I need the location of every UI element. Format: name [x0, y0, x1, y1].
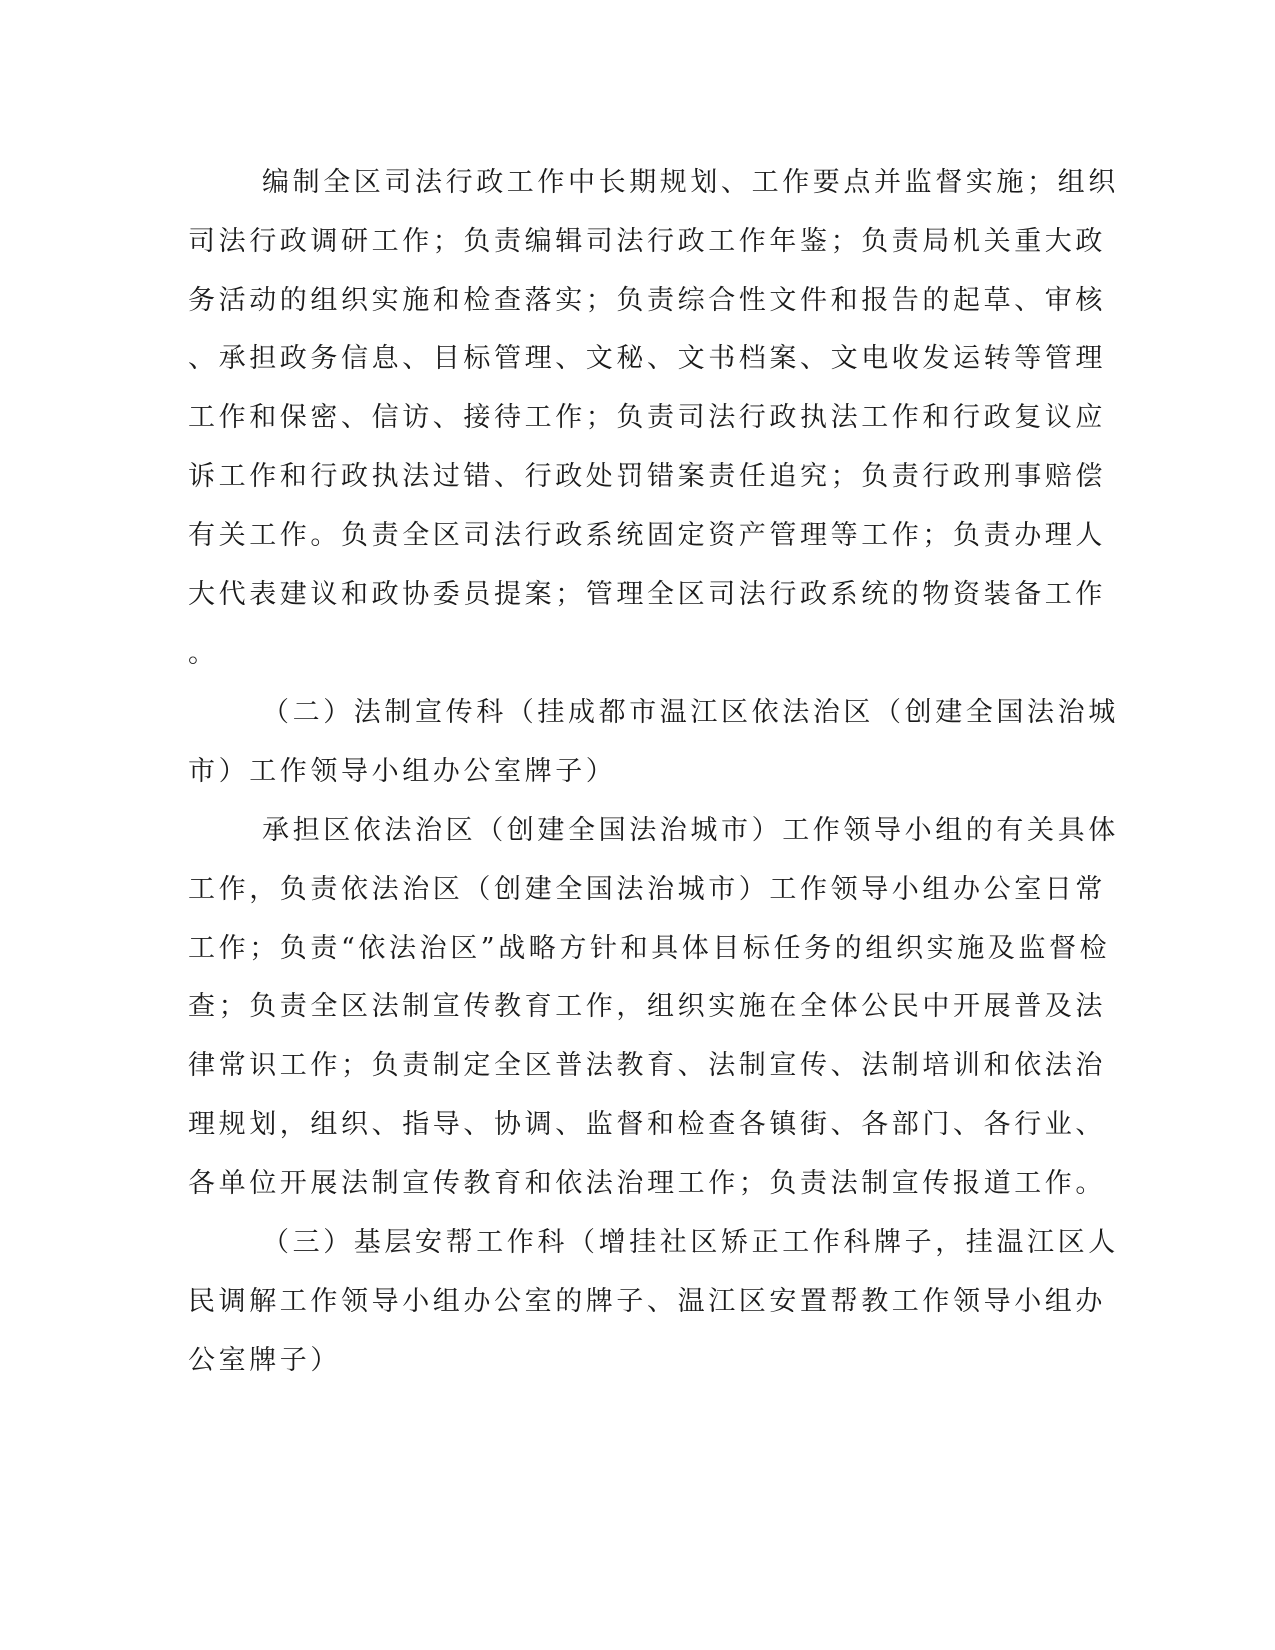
section-heading-3-line-3: 公室牌子） [188, 1345, 341, 1376]
paragraph-1-line-8: 大代表建议和政协委员提案；管理全区司法行政系统的物资装备工作 [188, 579, 1106, 610]
paragraph-3-line-5: 律常识工作；负责制定全区普法教育、法制宣传、法制培训和依法治 [188, 1050, 1106, 1081]
section-heading-2-line-1: （二）法制宣传科（挂成都市温江区依法治区（创建全国法治城 [262, 697, 1119, 728]
paragraph-1-line-4: 、承担政务信息、目标管理、文秘、文书档案、文电收发运转等管理 [188, 343, 1106, 374]
section-heading-3-line-1: （三）基层安帮工作科（增挂社区矫正工作科牌子，挂温江区人 [262, 1227, 1119, 1258]
paragraph-1-line-1: 编制全区司法行政工作中长期规划、工作要点并监督实施；组织 [262, 167, 1119, 198]
section-heading-3-line-2: 民调解工作领导小组办公室的牌子、温江区安置帮教工作领导小组办 [188, 1286, 1106, 1317]
paragraph-3-line-6: 理规划，组织、指导、协调、监督和检查各镇街、各部门、各行业、 [188, 1109, 1106, 1140]
paragraph-1-line-6: 诉工作和行政执法过错、行政处罚错案责任追究；负责行政刑事赔偿 [188, 461, 1106, 492]
paragraph-1-line-9: 。 [188, 638, 219, 669]
paragraph-3-line-1: 承担区依法治区（创建全国法治城市）工作领导小组的有关具体 [262, 815, 1119, 846]
paragraph-3-line-7: 各单位开展法制宣传教育和依法治理工作；负责法制宣传报道工作。 [188, 1168, 1106, 1199]
paragraph-1-line-5: 工作和保密、信访、接待工作；负责司法行政执法工作和行政复议应 [188, 402, 1106, 433]
paragraph-3-line-2: 工作，负责依法治区（创建全国法治城市）工作领导小组办公室日常 [188, 874, 1106, 905]
paragraph-3-line-4: 查；负责全区法制宣传教育工作，组织实施在全体公民中开展普及法 [188, 991, 1106, 1022]
paragraph-1-line-3: 务活动的组织实施和检查落实；负责综合性文件和报告的起草、审核 [188, 285, 1106, 316]
paragraph-1-line-2: 司法行政调研工作；负责编辑司法行政工作年鉴；负责局机关重大政 [188, 226, 1106, 257]
paragraph-1-line-7: 有关工作。负责全区司法行政系统固定资产管理等工作；负责办理人 [188, 520, 1106, 551]
paragraph-3-line-3: 工作；负责“依法治区”战略方针和具体目标任务的组织实施及监督检 [188, 933, 1111, 964]
section-heading-2-line-2: 市）工作领导小组办公室牌子） [188, 756, 617, 787]
